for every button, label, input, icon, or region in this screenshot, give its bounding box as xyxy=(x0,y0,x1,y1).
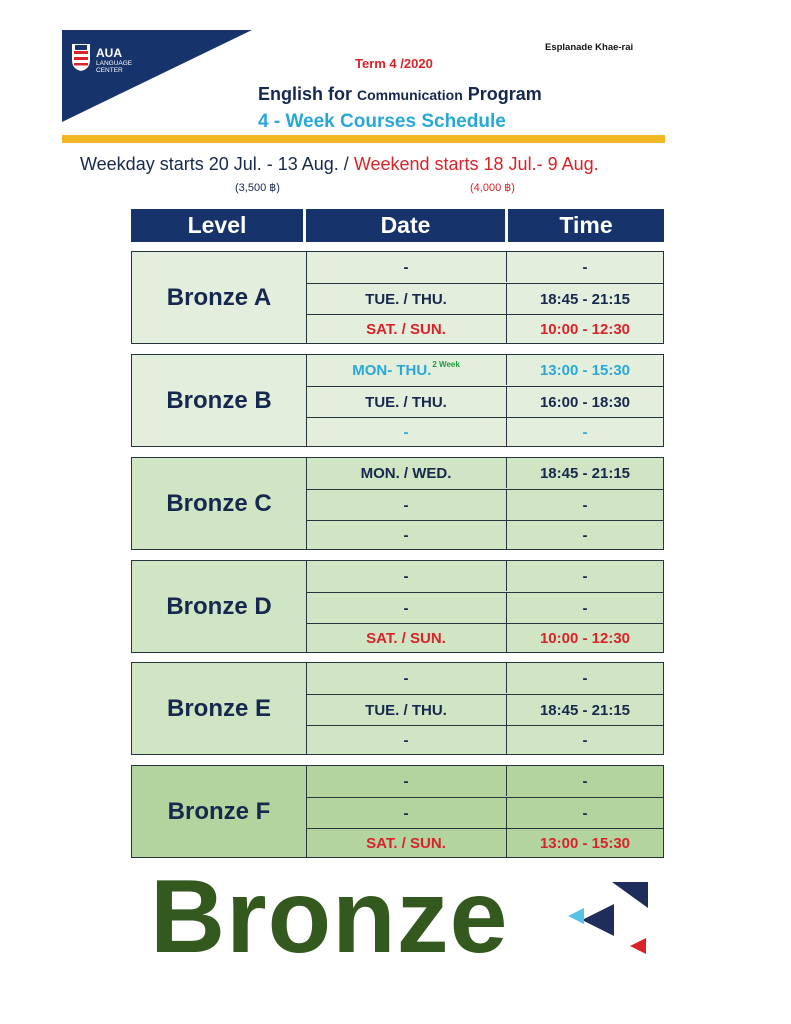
date-cell xyxy=(306,766,507,796)
time-cell: - xyxy=(582,732,588,749)
date-text: - xyxy=(403,424,409,441)
level-block xyxy=(131,354,664,447)
schedule-row xyxy=(306,623,663,653)
level-name: Bronze D xyxy=(132,561,307,652)
level-block xyxy=(131,765,664,858)
date-text: SAT. / SUN. xyxy=(366,321,446,338)
date-cell xyxy=(306,252,507,282)
program-title-part3: Program xyxy=(462,84,542,104)
weekend-price: (4,000 ฿) xyxy=(470,182,515,194)
schedule-row xyxy=(306,694,663,725)
triangles-logo-icon xyxy=(560,868,650,958)
level-name: Bronze C xyxy=(132,458,307,549)
time-cell: - xyxy=(582,772,588,790)
time-cell: 18:45 - 21:15 xyxy=(539,701,631,719)
schedule-row xyxy=(306,663,663,693)
schedule-row xyxy=(306,386,663,417)
date-cell xyxy=(306,315,507,344)
schedule-row xyxy=(306,458,663,488)
program-title-part2: Communication xyxy=(357,87,463,103)
schedule-row xyxy=(306,561,663,591)
divider-bar xyxy=(62,135,665,143)
date-text: MON- THU. xyxy=(352,361,432,379)
bronze-level-heading: Bronze xyxy=(150,859,509,975)
time-cell: 18:45 - 21:15 xyxy=(539,464,631,482)
schedule-title: 4 - Week Courses Schedule xyxy=(258,111,506,132)
date-text: - xyxy=(403,772,409,790)
level-name: Bronze E xyxy=(132,663,307,754)
schedule-row xyxy=(306,283,663,314)
time-cell: - xyxy=(582,804,588,822)
date-text: - xyxy=(403,804,409,822)
schedule-row xyxy=(306,592,663,623)
schedule-row xyxy=(306,252,663,282)
date-text: MON. / WED. xyxy=(360,464,452,482)
date-cell xyxy=(306,695,507,725)
schedule-row xyxy=(306,828,663,858)
weekday-dates: Weekday starts 20 Jul. - 13 Aug. / xyxy=(80,154,354,174)
weekend-dates: Weekend starts 18 Jul.- 9 Aug. xyxy=(353,154,599,174)
course-dates xyxy=(80,154,599,175)
weekday-price: (3,500 ฿) xyxy=(235,182,280,194)
column-header-time: Time xyxy=(508,209,664,242)
date-text: - xyxy=(403,669,409,687)
time-cell: 16:00 - 18:30 xyxy=(539,393,631,411)
schedule-row xyxy=(306,355,663,385)
date-cell xyxy=(306,490,507,520)
column-header-level: Level xyxy=(131,209,303,242)
date-cell xyxy=(306,521,507,550)
logo-subtitle: LANGUAGE CENTER xyxy=(96,60,133,74)
date-text: TUE. / THU. xyxy=(365,701,447,719)
aua-shield-icon xyxy=(70,42,92,72)
time-cell: - xyxy=(582,567,588,585)
level-block xyxy=(131,662,664,755)
logo-name: AUA xyxy=(96,46,122,60)
date-text: TUE. / THU. xyxy=(365,290,447,308)
time-cell: - xyxy=(582,424,588,441)
date-text: - xyxy=(403,527,409,544)
schedule-row xyxy=(306,314,663,344)
level-name: Bronze A xyxy=(132,252,307,343)
date-cell xyxy=(306,458,507,488)
date-cell xyxy=(306,726,507,755)
date-cell xyxy=(306,284,507,314)
date-cell xyxy=(306,829,507,858)
date-text: TUE. / THU. xyxy=(365,393,447,411)
schedule-row xyxy=(306,417,663,447)
level-block xyxy=(131,251,664,344)
date-text: - xyxy=(403,496,409,514)
level-block xyxy=(131,560,664,653)
level-block xyxy=(131,457,664,550)
time-cell: - xyxy=(582,496,588,514)
time-cell: 18:45 - 21:15 xyxy=(539,290,631,308)
level-name: Bronze F xyxy=(132,766,307,857)
date-text: - xyxy=(403,599,409,617)
date-cell xyxy=(306,561,507,591)
date-cell xyxy=(306,624,507,653)
schedule-row xyxy=(306,520,663,550)
time-cell: - xyxy=(582,669,588,687)
time-cell: 10:00 - 12:30 xyxy=(539,630,631,647)
program-title xyxy=(258,84,542,105)
time-cell: 13:00 - 15:30 xyxy=(539,835,631,852)
time-cell: 10:00 - 12:30 xyxy=(539,321,631,338)
schedule-row xyxy=(306,766,663,796)
schedule-row xyxy=(306,725,663,755)
schedule-row xyxy=(306,797,663,828)
date-text: SAT. / SUN. xyxy=(366,630,446,647)
program-title-part1: English for xyxy=(258,84,357,104)
time-cell: - xyxy=(582,599,588,617)
date-cell xyxy=(306,387,507,417)
schedule-row xyxy=(306,489,663,520)
duration-note: 2 Week xyxy=(432,359,460,369)
level-name: Bronze B xyxy=(132,355,307,446)
date-text: - xyxy=(403,258,409,276)
date-text: - xyxy=(403,732,409,749)
date-text: SAT. / SUN. xyxy=(366,835,446,852)
location-label: Esplanade Khae-rai xyxy=(545,42,634,53)
date-cell xyxy=(306,798,507,828)
time-cell: - xyxy=(582,258,588,276)
time-cell: 13:00 - 15:30 xyxy=(539,361,631,379)
date-cell xyxy=(306,355,507,385)
date-cell xyxy=(306,418,507,447)
time-cell: - xyxy=(582,527,588,544)
term-label: Term 4 /2020 xyxy=(355,56,433,71)
date-cell xyxy=(306,663,507,693)
column-header-date: Date xyxy=(306,209,505,242)
date-cell xyxy=(306,593,507,623)
date-text: - xyxy=(403,567,409,585)
